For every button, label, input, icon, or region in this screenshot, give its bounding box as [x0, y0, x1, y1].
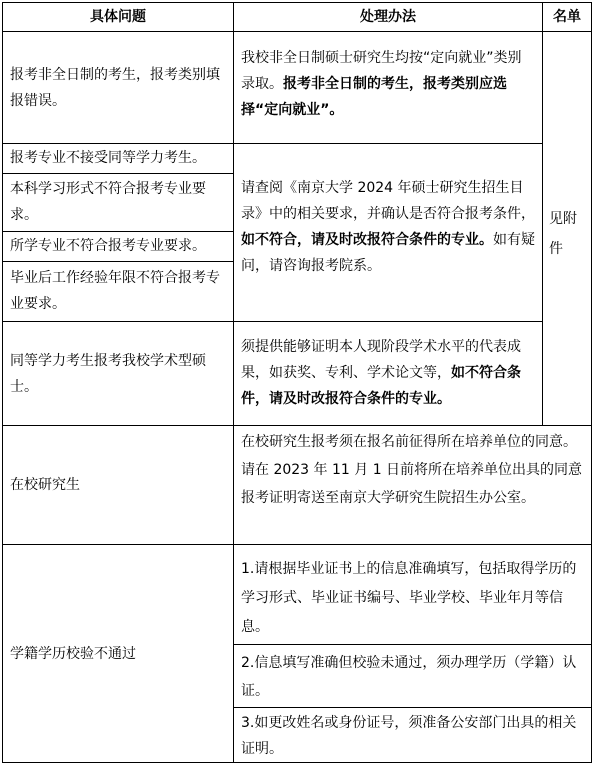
header-problem: 具体问题 — [90, 9, 146, 25]
problem-text: 报考非全日制的考生，报考类别填报错误。 — [10, 66, 220, 109]
problem-text: 本科学习形式不符合报考专业要求。 — [10, 181, 206, 223]
solution-text: 在校研究生报考须在报名前征得所在培养单位的同意。请在 2023 年 11 月 1 日前将所在培养单位出具的同意报考证明寄送至南京大学研究生院招生办公室。 — [241, 434, 583, 506]
solution-bold-text: 如不符合条件，请及时改报符合条件的专业。 — [241, 365, 521, 407]
solution-cell — [234, 545, 591, 644]
solution-bold-text: 报考非全日制的考生，报考类别应选择“定向就业”。 — [241, 76, 507, 118]
solution-text: 2.信息填写准确但校验未通过，须办理学历（学籍）认证。 — [241, 655, 577, 699]
solution-cell — [234, 426, 591, 544]
solution-text: 我校非全日制硕士研究生均按“定向就业”类别录取。 — [241, 50, 522, 92]
solution-cell — [234, 322, 542, 425]
header-list: 名单 — [553, 9, 581, 25]
problem-cell — [3, 174, 233, 231]
problem-cell — [3, 262, 233, 321]
problem-cell — [3, 426, 233, 544]
problem-text: 同等学力考生报考我校学术型硕士。 — [10, 352, 206, 395]
solution-text: 须提供能够证明本人现阶段学术水平的代表成果，如获奖、专利、学术论文等， — [241, 339, 521, 381]
solution-cell — [234, 32, 542, 143]
attachment-note: 见附件 — [549, 211, 577, 257]
problem-text: 所学专业不符合报考专业要求。 — [10, 238, 206, 254]
problem-cell — [3, 232, 233, 261]
issues-table — [2, 2, 592, 763]
solution-bold-text: 如不符合，请及时改报符合条件的专业。 — [241, 232, 493, 248]
problem-text: 报考专业不接受同等学力考生。 — [10, 150, 206, 166]
problem-cell — [3, 545, 233, 762]
solution-text: 请查阅《南京大学 2024 年硕士研究生招生目录》中的相关要求，并确认是否符合报考条件， — [241, 180, 535, 222]
solution-text: 3.如更改姓名或身份证号，须准备公安部门出具的相关证明。 — [241, 715, 577, 757]
solution-cell — [234, 645, 591, 707]
solution-tail-text: 如有疑问，请咨询报考院系。 — [241, 232, 535, 274]
problem-cell — [3, 32, 233, 143]
problem-cell — [3, 144, 233, 173]
header-solution: 处理办法 — [360, 9, 416, 25]
attachment-cell — [543, 32, 591, 425]
problem-text: 在校研究生 — [10, 477, 80, 493]
problem-cell — [3, 322, 233, 425]
solution-cell — [234, 708, 591, 762]
problem-text: 学籍学历校验不通过 — [10, 645, 136, 662]
solution-text: 1.请根据毕业证书上的信息准确填写，包括取得学历的学习形式、毕业证书编号、毕业学校、毕业年月等信息。 — [241, 561, 577, 635]
solution-cell — [234, 144, 542, 321]
problem-text: 毕业后工作经验年限不符合报考专业要求。 — [10, 270, 220, 312]
